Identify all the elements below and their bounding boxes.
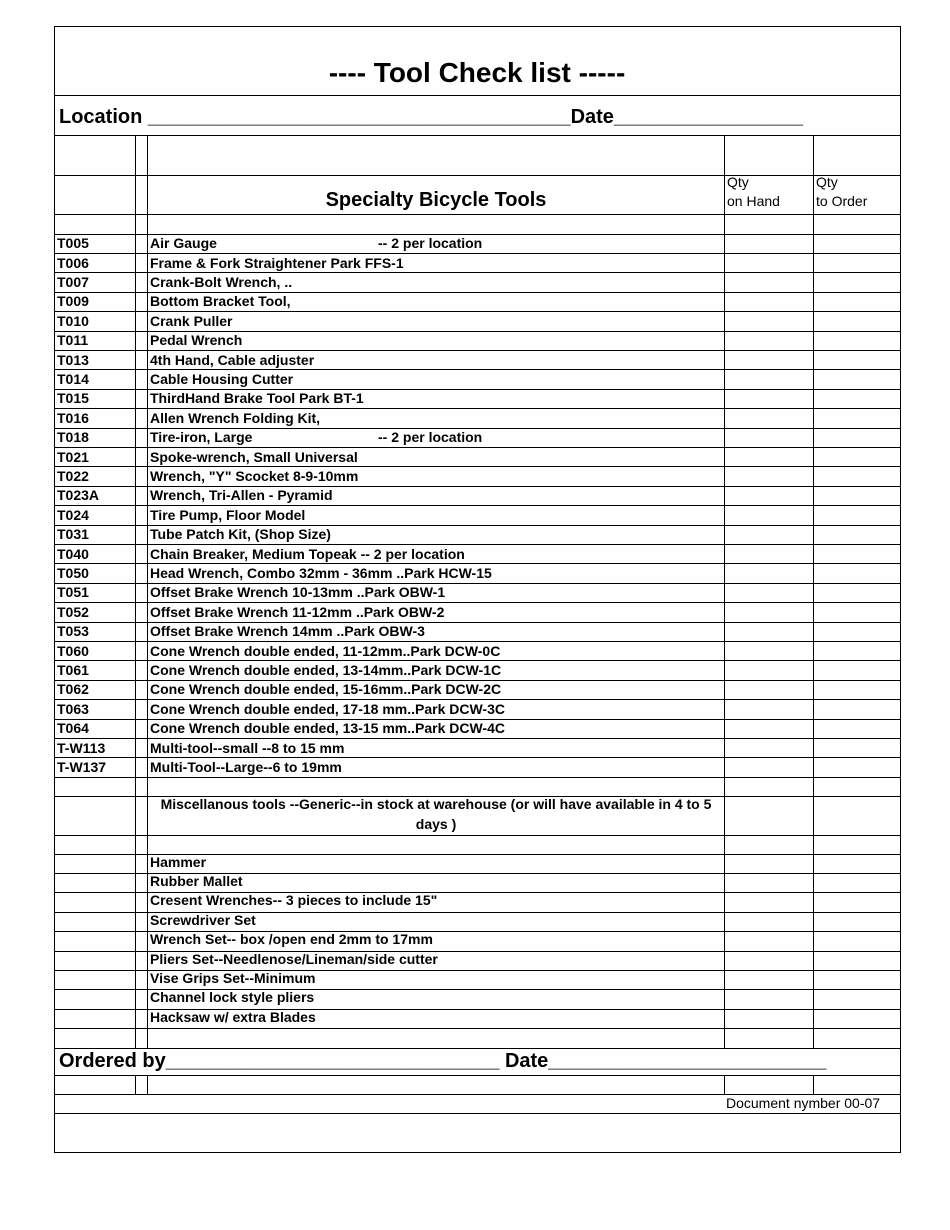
grid-row-line [54, 1048, 900, 1049]
tool-description: Crank Puller [150, 312, 233, 329]
tool-code: T024 [57, 506, 89, 523]
tool-code: T-W113 [57, 739, 106, 756]
grid-column-line [724, 1075, 725, 1094]
misc-tools-heading: Miscellanous tools --Generic--in stock at warehouse (or will have available in 4 to 5 days ) [160, 796, 712, 832]
tool-description: Chain Breaker, Medium Topeak -- 2 per location [150, 545, 465, 562]
grid-row-line [54, 175, 900, 176]
grid-column-line [135, 1075, 136, 1094]
tool-description: Tube Patch Kit, (Shop Size) [150, 526, 331, 543]
tool-code: T-W137 [57, 758, 107, 775]
tool-code: T011 [57, 332, 89, 349]
page-title: ---- Tool Check list ----- [328, 57, 626, 88]
tool-code: T023A [57, 487, 100, 504]
qty-on-hand-header-1: Qty [727, 174, 749, 190]
tool-code: T051 [57, 584, 89, 601]
tool-description: Head Wrench, Combo 32mm - 36mm ..Park HCW-15 [150, 564, 492, 581]
tool-code: T061 [57, 661, 89, 678]
tool-description: Offset Brake Wrench 10-13mm ..Park OBW-1 [150, 584, 446, 601]
tool-code: T016 [57, 409, 89, 426]
grid-row-line [54, 1028, 900, 1029]
tool-code: T010 [57, 312, 89, 329]
misc-tool-item: Channel lock style pliers [150, 989, 315, 1005]
tool-description: Cone Wrench double ended, 11-12mm..Park DCW-0C [150, 642, 501, 659]
tool-description: Wrench, "Y" Scocket 8-9-10mm [150, 467, 359, 484]
tool-code: T007 [57, 273, 89, 290]
grid-row-line [54, 95, 900, 96]
misc-tool-item: Wrench Set-- box /open end 2mm to 17mm [150, 931, 433, 947]
tool-description: Multi-Tool--Large--6 to 19mm [150, 758, 342, 775]
tool-code: T050 [57, 564, 89, 581]
tool-code: T005 [57, 235, 89, 252]
tool-description: ThirdHand Brake Tool Park BT-1 [150, 390, 364, 407]
grid-column-line [813, 1075, 814, 1094]
tool-code: T014 [57, 370, 89, 387]
qty-on-hand-header-2: on Hand [727, 193, 780, 209]
tool-code: T031 [57, 526, 89, 543]
misc-tool-item: Pliers Set--Needlenose/Lineman/side cutter [150, 951, 438, 967]
grid-column-line [724, 135, 725, 1048]
tool-code: T064 [57, 720, 89, 737]
grid-row-line [54, 835, 900, 836]
grid-row-line [54, 1113, 900, 1114]
grid-column-line [813, 135, 814, 1048]
misc-tool-item: Screwdriver Set [150, 912, 256, 928]
qty-to-order-header-1: Qty [816, 174, 838, 190]
tool-description: Cable Housing Cutter [150, 370, 294, 387]
tool-description: Spoke-wrench, Small Universal [150, 448, 358, 465]
tool-description: Offset Brake Wrench 14mm ..Park OBW-3 [150, 623, 425, 640]
tool-note: -- 2 per location [378, 235, 483, 252]
grid-row-line [54, 135, 900, 136]
tool-code: T022 [57, 467, 89, 484]
grid-border-right [900, 26, 901, 1153]
tool-code: T009 [57, 293, 89, 310]
grid-column-line [147, 1075, 148, 1094]
section-title: Specialty Bicycle Tools [325, 189, 547, 211]
grid-row-line [54, 1094, 900, 1095]
misc-tool-item: Hammer [150, 854, 207, 870]
tool-code: T021 [57, 448, 89, 465]
grid-column-line [147, 135, 148, 1048]
tool-note: -- 2 per location [378, 429, 483, 446]
tool-description: Cone Wrench double ended, 13-14mm..Park DCW-1C [150, 661, 502, 678]
grid-row-line [54, 1075, 900, 1076]
tool-code: T006 [57, 254, 89, 271]
grid-column-line [135, 135, 136, 1048]
grid-border-left [54, 26, 55, 1153]
grid-row-line [54, 777, 900, 778]
tool-code: T062 [57, 681, 89, 698]
tool-description: Offset Brake Wrench 11-12mm ..Park OBW-2 [150, 603, 445, 620]
misc-tool-item: Hacksaw w/ extra Blades [150, 1009, 316, 1025]
ordered-by-date-line[interactable]: Ordered by______________________________ Date_________________________ [59, 1050, 827, 1072]
misc-tool-item: Cresent Wrenches-- 3 pieces to include 15" [150, 892, 438, 908]
grid-row-line [54, 796, 900, 797]
tool-description: 4th Hand, Cable adjuster [150, 351, 315, 368]
tool-description: Tire-iron, Large [150, 429, 253, 446]
tool-description: Tire Pump, Floor Model [150, 506, 306, 523]
tool-description: Bottom Bracket Tool, [150, 293, 291, 310]
tool-code: T018 [57, 429, 89, 446]
tool-description: Allen Wrench Folding Kit, [150, 409, 321, 426]
tool-code: T052 [57, 603, 89, 620]
document-number: Document nymber 00-07 [726, 1095, 881, 1111]
tool-description: Pedal Wrench [150, 332, 243, 349]
tool-description: Cone Wrench double ended, 17-18 mm..Park DCW-3C [150, 700, 505, 717]
tool-description: Frame & Fork Straightener Park FFS-1 [150, 254, 404, 271]
tool-description: Cone Wrench double ended, 13-15 mm..Park DCW-4C [150, 720, 505, 737]
tool-code: T040 [57, 545, 89, 562]
grid-row-line [54, 1152, 900, 1153]
tool-description: Cone Wrench double ended, 15-16mm..Park DCW-2C [150, 681, 502, 698]
tool-description: Crank-Bolt Wrench, .. [150, 273, 293, 290]
tool-description: Wrench, Tri-Allen - Pyramid [150, 487, 333, 504]
tool-description: Multi-tool--small --8 to 15 mm [150, 739, 345, 756]
qty-to-order-header-2: to Order [816, 193, 868, 209]
tool-code: T060 [57, 642, 89, 659]
tool-code: T063 [57, 700, 89, 717]
location-date-line[interactable]: Location ______________________________________Date_________________ [59, 106, 804, 128]
misc-tool-item: Vise Grips Set--Minimum [150, 970, 316, 986]
misc-tool-item: Rubber Mallet [150, 873, 243, 889]
tool-code: T053 [57, 623, 89, 640]
grid-row-line [54, 214, 900, 215]
tool-code: T013 [57, 351, 89, 368]
tool-code: T015 [57, 390, 89, 407]
grid-row-line [54, 26, 900, 27]
tool-description: Air Gauge [150, 235, 217, 252]
